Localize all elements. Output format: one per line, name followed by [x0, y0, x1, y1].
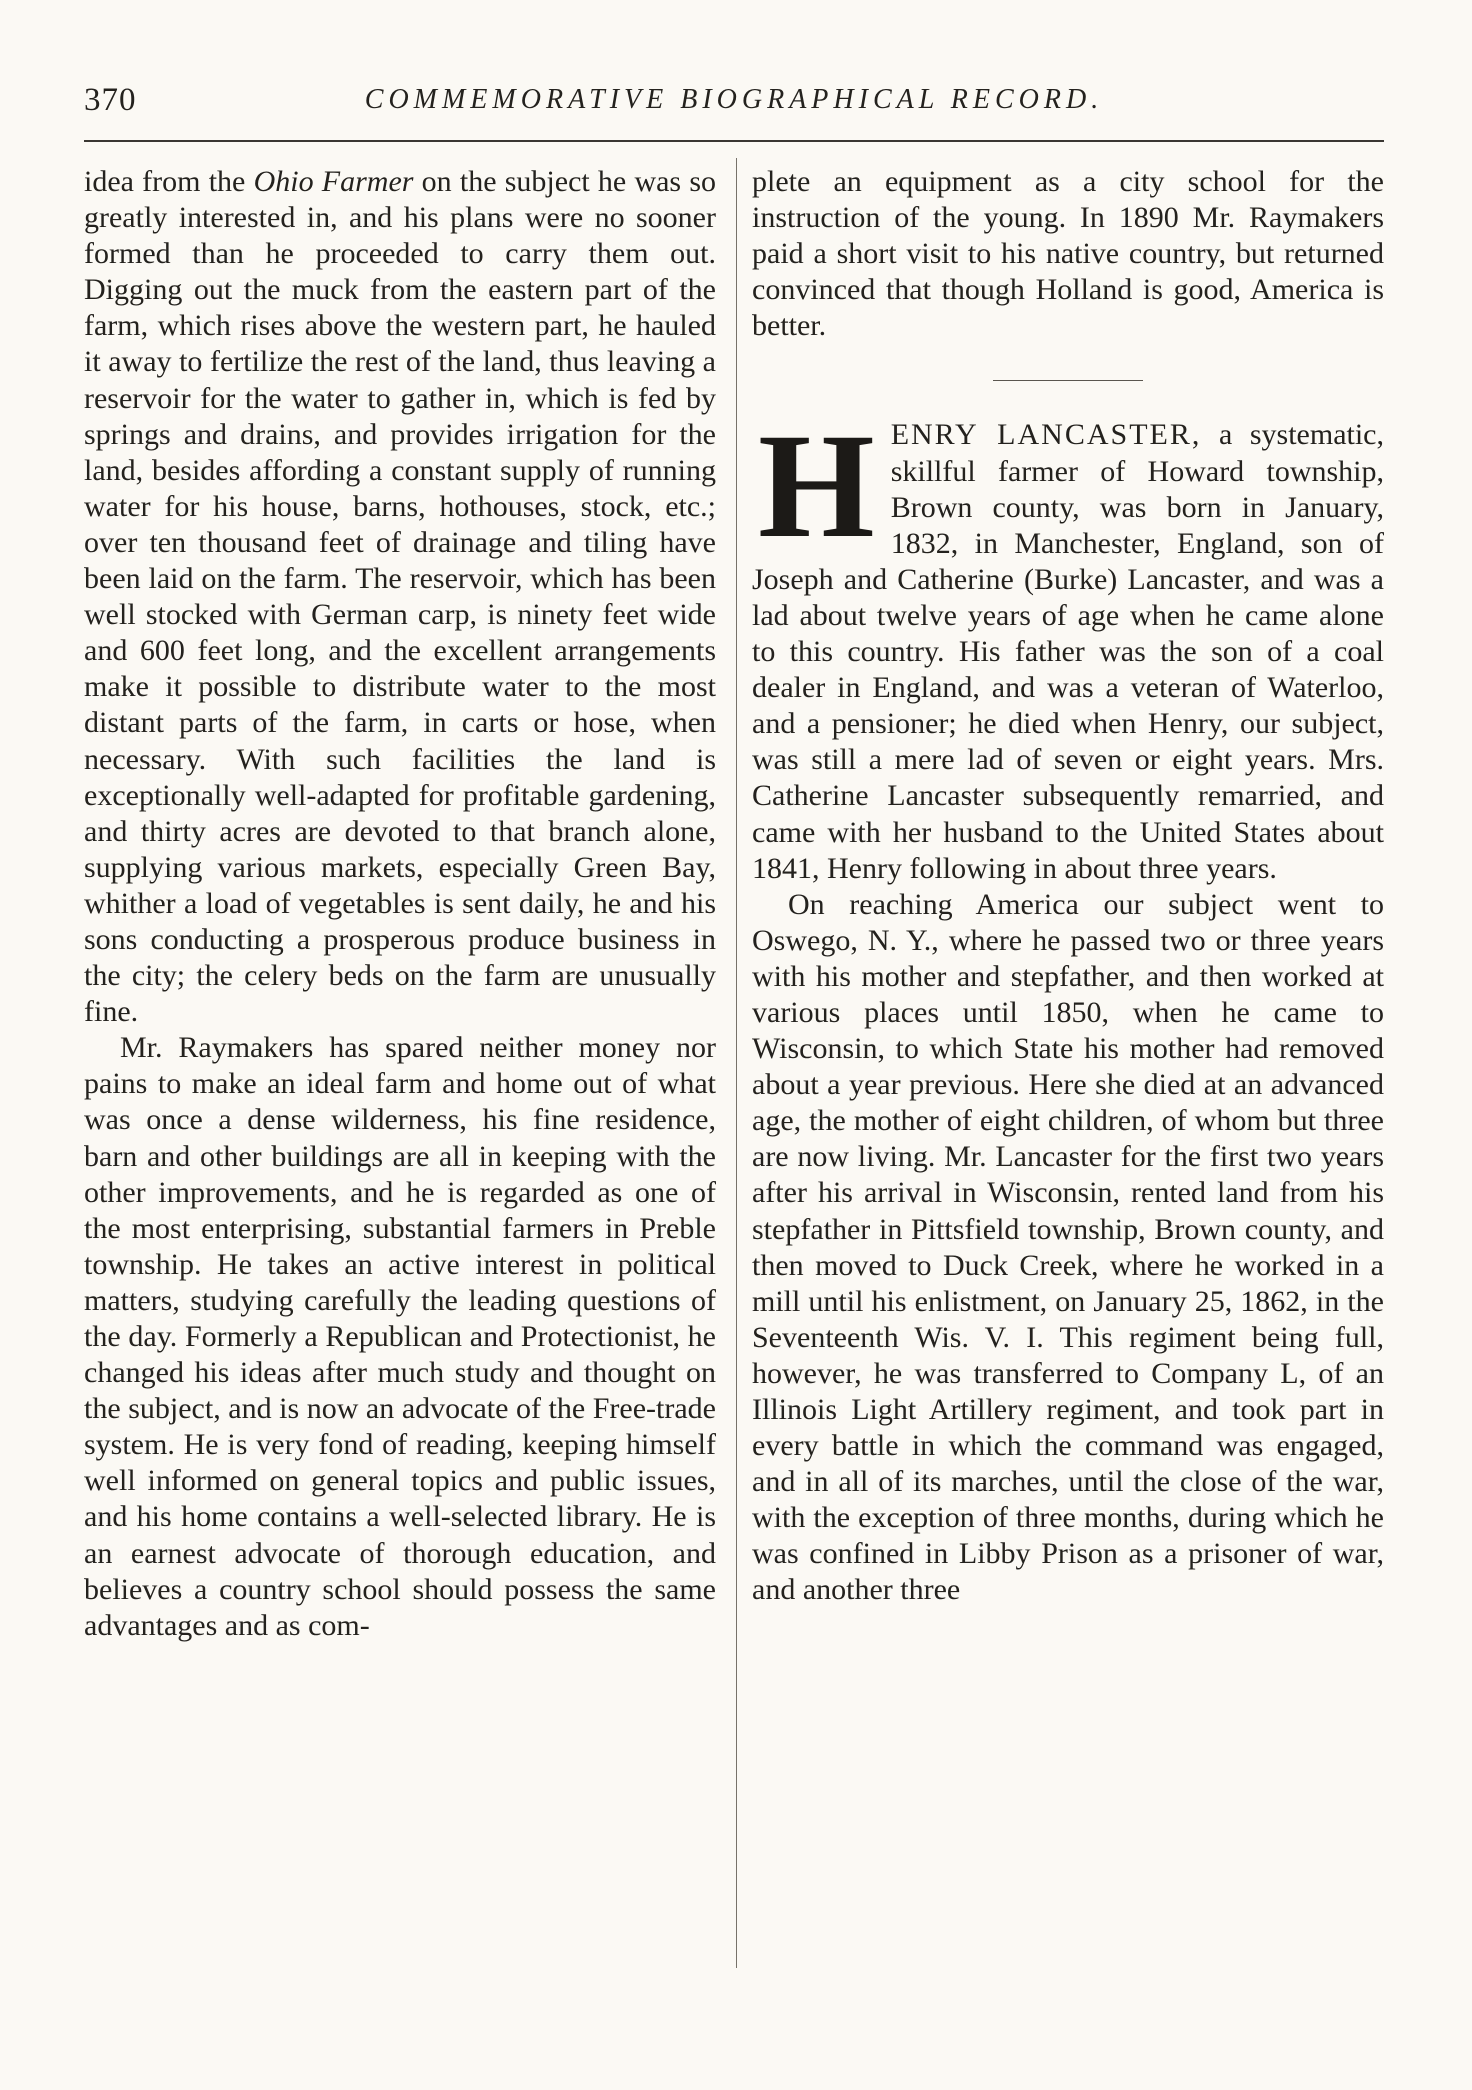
biography-paragraph-2: On reaching America our subject went to Oswego, N. Y., where he passed two or three years with his mother and stepfather, and then worked at various places until 1850, when he came to Wisconsin, to which State his mother had removed about a year previous. Here she died at an advanced age, the mother of eight children, of whom but three are now living. Mr. Lancaster for the first two years after his arrival in Wisconsin, rented land from his stepfather in Pittsfield township, Brown county, and then moved to Duck Creek, where he worked in a mill until his enlistment, on January 25, 1862, in the Seventeenth Wis. V. I. This regiment being full, however, he was transferred to Company L, of an Illinois Light Artillery regiment, and took part in every battle in which the command was engaged, and in all of its marches, until the close of the war, with the exception of three months, during which he was confined in Libby Prison as a prisoner of war, and another three	[752, 887, 1384, 1607]
right-paragraph-1: plete an equipment as a city school for the instruction of the young. In 1890 Mr. Raymakers paid a short visit to his native country, but returned convinced that though Holland is good, America is better.	[752, 165, 1384, 343]
header-rule	[84, 140, 1384, 142]
left-p1-before-italic: idea from the	[84, 165, 254, 198]
biography-p1-text: a systematic, skillful farmer of Howard township, Brown county, was born in January, 1832, in Manchester, England, son of Joseph and Catherine (Burke) Lancaster, and was a lad about twelve years of age when he came alone to this country. His father was the son of a coal dealer in England, and was a veteran of Waterloo, and a pensioner; he died when Henry, our subject, was still a mere lad of seven or eight years. Mrs. Catherine Lancaster subsequently remarried, and came with her husband to the United States about 1841, Henry following in about three years.	[752, 418, 1384, 885]
left-paragraph-1	[84, 164, 716, 1030]
right-column	[752, 164, 1384, 1609]
biography-name: ENRY LANCASTER,	[890, 418, 1202, 452]
publication-title: Ohio Farmer	[253, 165, 414, 198]
section-separator	[993, 380, 1143, 381]
page-number: 370	[84, 82, 137, 118]
running-title: COMMEMORATIVE BIOGRAPHICAL RECORD.	[364, 84, 1104, 115]
left-column	[84, 164, 716, 1644]
drop-cap: H	[758, 403, 875, 570]
left-paragraph-2: Mr. Raymakers has spared neither money nor pains to make an ideal farm and home out of what was once a dense wilderness, his fine residence, barn and other buildings are all in keeping with the other improvements, and he is regarded as one of the most enterprising, substantial farmers in Preble township. He takes an active interest in political matters, studying carefully the leading questions of the day. Formerly a Republican and Protectionist, he changed his ideas after much study and thought on the subject, and is now an advocate of the Free-trade system. He is very fond of reading, keeping himself well informed on general topics and public issues, and his home contains a well-selected library. He is an earnest advocate of thorough education, and believes a country school should possess the same advantages and as com-	[84, 1031, 716, 1642]
column-divider	[736, 158, 737, 1968]
left-p1-after-italic: on the subject he was so greatly interested in, and his plans were no sooner formed than he proceeded to carry them out. Digging out the muck from the eastern part of the farm, which rises above the western part, he hauled it away to fertilize the rest of the land, thus leaving a reservoir for the water to gather in, which is fed by springs and drains, and provides irrigation for the land, besides affording a constant supply of running water for his house, barns, hothouses, stock, etc.; over ten thousand feet of drainage and tiling have been laid on the farm. The reservoir, which has been well stocked with German carp, is ninety feet wide and 600 feet long, and the excellent arrangements make it possible to distribute water to the most distant parts of the farm, in carts or hose, when necessary. With such facilities the land is exceptionally well-adapted for profitable gardening, and thirty acres are devoted to that branch alone, supplying various markets, especially Green Bay, whither a load of vegetables is sent daily, he and his sons conducting a prosperous produce business in the city; the celery beds on the farm are unusually fine.	[84, 165, 716, 1029]
page-header	[84, 82, 1384, 126]
biography-paragraph-1	[752, 403, 1384, 886]
